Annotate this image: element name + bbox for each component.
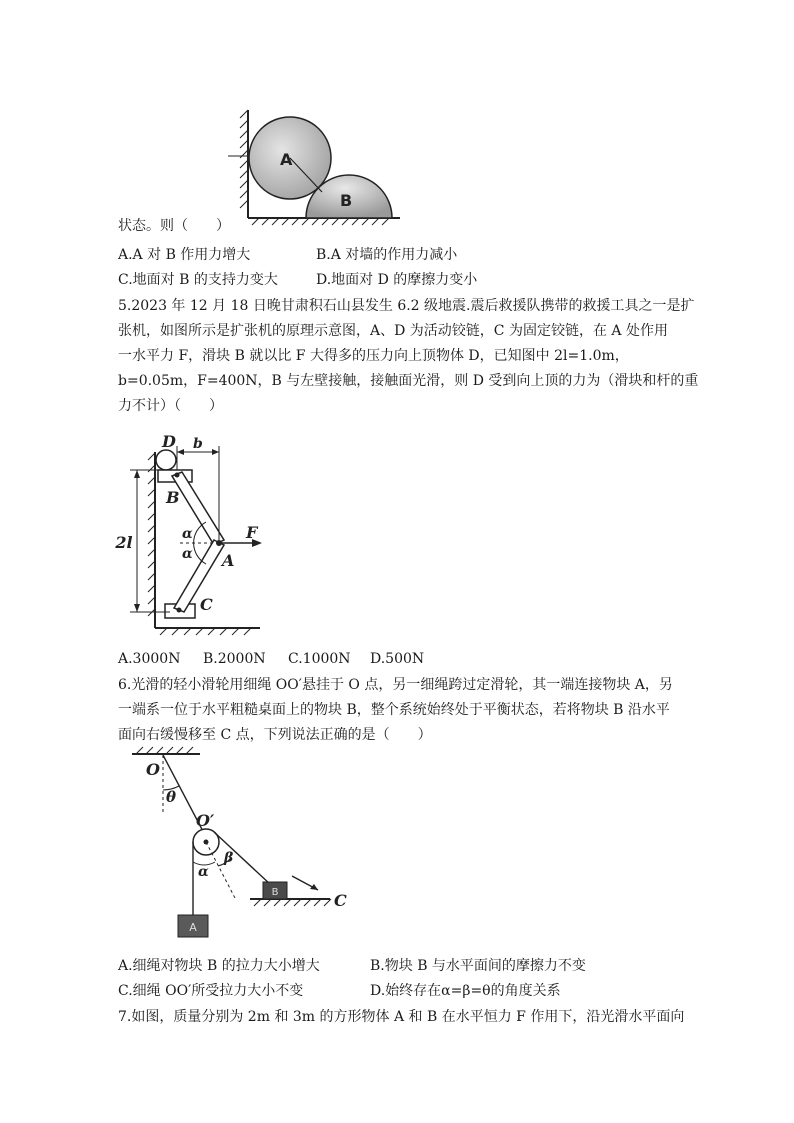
label-c: C xyxy=(200,595,213,614)
label-b: B xyxy=(340,191,353,210)
q5-line-1: 5.2023 年 12 月 18 日晚甘肃积石山县发生 6.2 级地震.震后救援队携带的救援工具之一是扩 xyxy=(118,298,695,314)
q7-line-1: 7.如图，质量分别为 2m 和 3m 的方形物体 A 和 B 在水平恒力 F 作用下，沿光滑水平面向 xyxy=(118,1009,685,1025)
label-c: C xyxy=(334,891,347,910)
q5-line-5: 力不计）（ ） xyxy=(118,398,223,414)
q6-line-3: 面向右缓慢移至 C 点，下列说法正确的是（ ） xyxy=(118,727,432,743)
table-hatching xyxy=(254,899,331,906)
label-b-dim: b xyxy=(193,436,203,452)
ceiling-hatching xyxy=(136,747,193,754)
q4-option-c: C.地面对 B 的支持力变大 xyxy=(118,272,278,288)
label-o-prime: O′ xyxy=(196,811,215,830)
q5-option-b: B.2000N xyxy=(203,651,266,667)
label-d: D xyxy=(162,432,176,451)
label-a: A xyxy=(189,921,197,934)
rope-to-b xyxy=(214,832,271,885)
label-theta: θ xyxy=(166,788,177,806)
q6-option-a: A.细绳对物块 B 的拉力大小增大 xyxy=(118,958,320,974)
q5-option-a: A.3000N xyxy=(118,651,181,667)
q6-option-d: D.始终存在α=β=θ的角度关系 xyxy=(370,983,561,999)
q6-option-b: B.物块 B 与水平面间的摩擦力不变 xyxy=(370,958,586,974)
q5-option-c: C.1000N xyxy=(288,651,351,667)
q5-option-d: D.500N xyxy=(370,651,425,667)
q4-option-d: D.地面对 D 的摩擦力变小 xyxy=(316,272,478,288)
label-2l: 2l xyxy=(115,533,133,552)
label-beta: β xyxy=(224,850,234,866)
q5-line-4: b=0.05m，F=400N，B 与左壁接触，接触面光滑，则 D 受到向上顶的力为（滑块和杆的重 xyxy=(118,373,699,389)
q6-line-2: 一端系一位于水平粗糙桌面上的物块 B，整个系统始终处于平衡状态，若将物块 B 沿水平 xyxy=(118,702,670,718)
q6-line-1: 6.光滑的轻小滑轮用细绳 OO′悬挂于 O 点，另一细绳跨过定滑轮，其一端连接物块 A，另 xyxy=(118,677,673,693)
q4-option-a: A.A 对 B 作用力增大 xyxy=(118,247,251,263)
q6-option-c: C.细绳 OO′所受拉力大小不变 xyxy=(118,983,304,999)
label-alpha: α xyxy=(198,864,209,880)
label-b: B xyxy=(271,887,279,898)
label-a: A xyxy=(222,551,235,570)
q4-option-b: B.A 对墙的作用力减小 xyxy=(316,247,458,263)
label-o: O xyxy=(146,760,160,779)
label-alpha-2: α xyxy=(182,546,193,562)
label-a: A xyxy=(280,150,293,169)
q5-line-3: 一水平力 F，滑块 B 就以比 F 大得多的压力向上顶物体 D，已知图中 2l=1.0m， xyxy=(118,348,629,364)
label-f: F xyxy=(246,523,258,542)
label-alpha-1: α xyxy=(182,526,193,542)
q5-line-2: 张机，如图所示是扩张机的原理示意图，A、D 为活动铰链，C 为固定铰链，在 A 处作用 xyxy=(118,323,668,339)
label-b: B xyxy=(166,488,180,507)
q4-tail: 状态。则（ ） xyxy=(118,218,230,234)
